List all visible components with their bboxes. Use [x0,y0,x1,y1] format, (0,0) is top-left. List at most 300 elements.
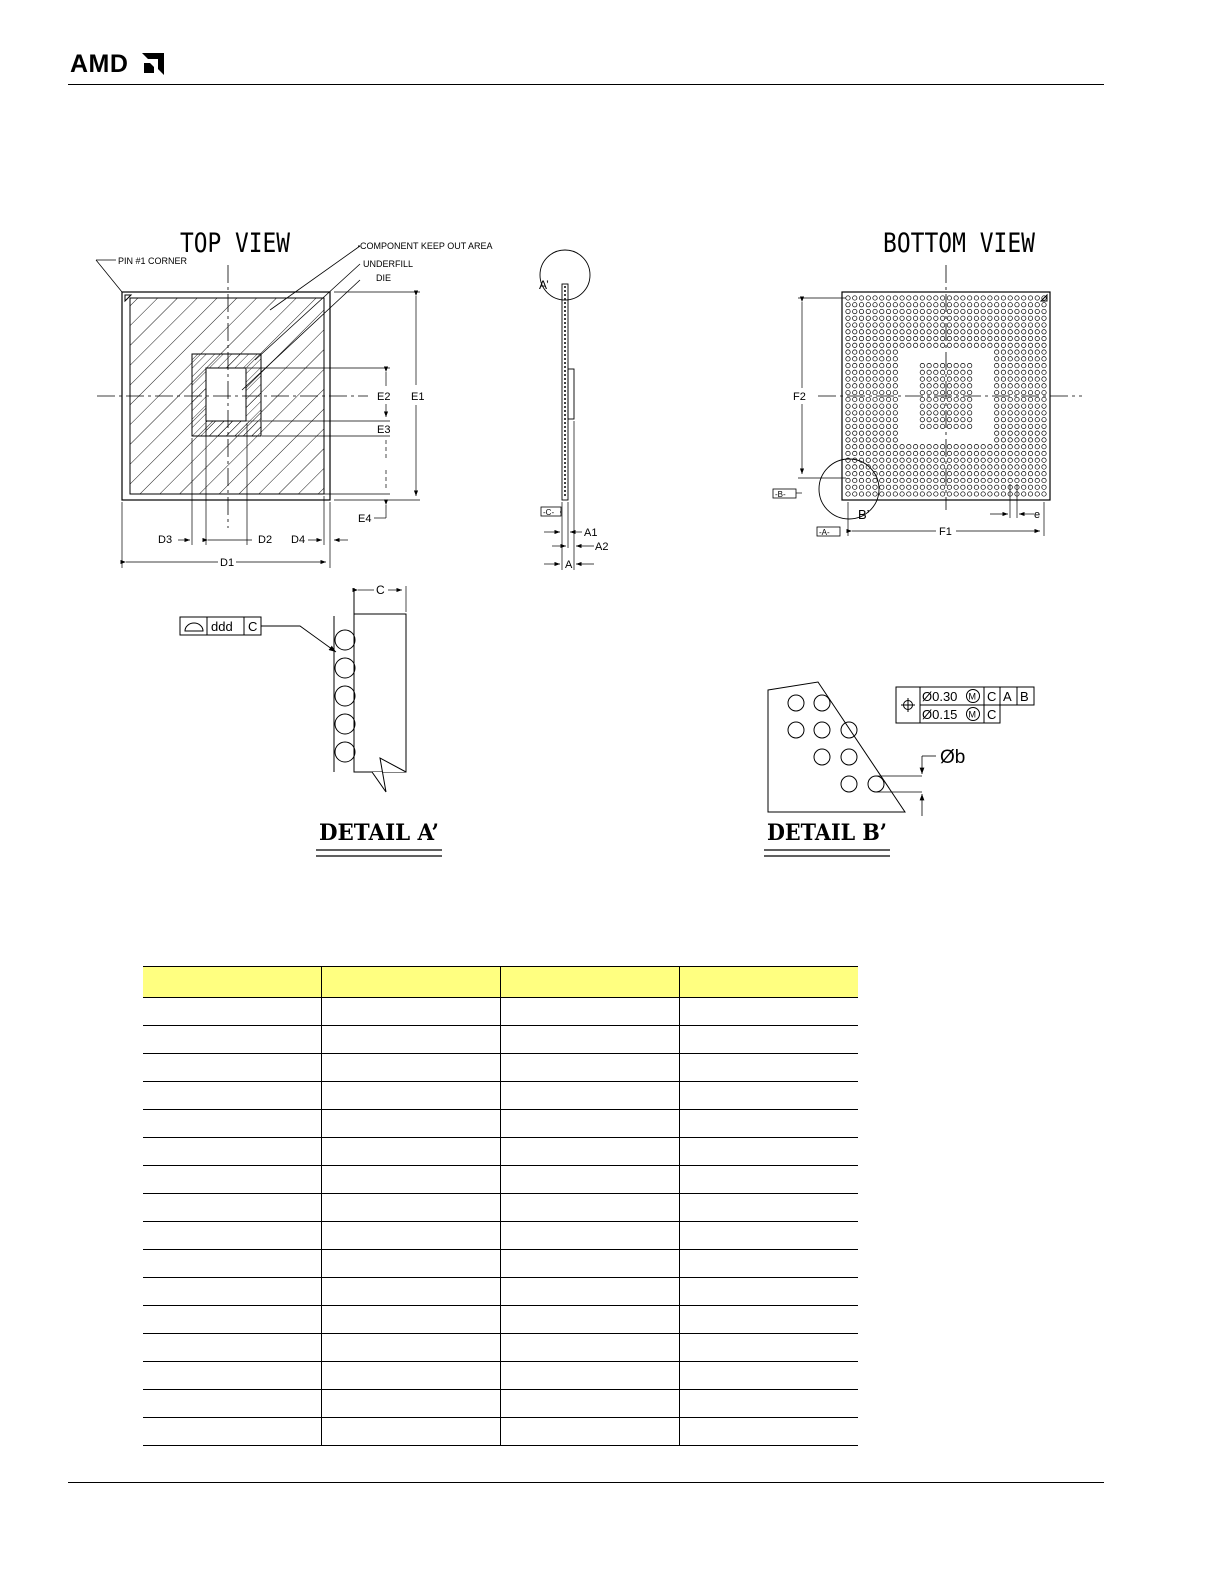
solder-ball [1022,444,1026,448]
solder-ball [940,377,944,381]
solder-ball [1015,397,1019,401]
solder-ball [873,330,877,334]
table-cell [143,1138,322,1166]
solder-ball [954,485,958,489]
solder-ball [947,411,951,415]
solder-ball [853,417,857,421]
solder-ball [988,330,992,334]
solder-ball [920,478,924,482]
solder-ball [913,323,917,327]
solder-ball [853,465,857,469]
profile-surface-icon [185,623,203,631]
solder-ball [994,303,998,307]
table-cell [680,1110,859,1138]
solder-ball [1022,492,1026,496]
solder-ball [1008,323,1012,327]
datum-b-frame [773,489,796,499]
solder-ball [920,458,924,462]
table-cell [501,1222,680,1250]
solder-ball [954,296,958,300]
solder-ball [1001,350,1005,354]
solder-ball [974,492,978,496]
solder-ball [974,296,978,300]
solder-ball [954,390,958,394]
solder-ball [1008,350,1012,354]
solder-ball [947,363,951,367]
solder-ball [846,384,850,388]
solder-ball [913,309,917,313]
solder-ball [893,336,897,340]
solder-ball [1001,370,1005,374]
solder-ball [927,384,931,388]
solder-ball [1015,444,1019,448]
solder-ball [846,303,850,307]
solder-ball [927,417,931,421]
solder-ball [1042,397,1046,401]
table-row [143,1082,858,1110]
solder-ball [853,303,857,307]
solder-ball [1022,390,1026,394]
solder-ball [981,316,985,320]
solder-ball [1015,390,1019,394]
solder-ball [927,309,931,313]
solder-ball [974,330,978,334]
solder-ball [927,316,931,320]
solder-ball [893,424,897,428]
solder-ball [1042,357,1046,361]
table-header-cell [322,967,501,998]
solder-ball [1008,303,1012,307]
dim-f1: F1 [939,526,952,538]
solder-ball [873,444,877,448]
solder-ball [853,330,857,334]
solder-ball [961,303,965,307]
solder-ball [961,444,965,448]
bottom-view-title: BOTTOM VIEW [883,228,1036,259]
solder-ball [859,330,863,334]
solder-ball [1015,438,1019,442]
table-cell [322,1110,501,1138]
solder-ball [846,316,850,320]
solder-ball [1001,411,1005,415]
solder-ball [994,411,998,415]
solder-ball [1008,377,1012,381]
solder-ball [880,485,884,489]
solder-ball [947,296,951,300]
solder-ball [880,316,884,320]
solder-ball [1008,296,1012,300]
solder-ball [1028,478,1032,482]
solder-ball [1042,472,1046,476]
solder-ball [853,296,857,300]
solder-ball [859,384,863,388]
solder-ball [893,465,897,469]
solder-ball [1008,417,1012,421]
solder-ball [1022,296,1026,300]
table-row [143,1166,858,1194]
solder-ball [981,343,985,347]
solder-ball [1028,357,1032,361]
detail-a-circle [540,250,590,300]
solder-ball [988,309,992,313]
table-cell [680,1054,859,1082]
table-cell [501,1054,680,1082]
solder-ball [1022,370,1026,374]
solder-ball [866,316,870,320]
solder-ball [900,492,904,496]
table-row [143,1418,858,1446]
solder-ball [1028,492,1032,496]
solder-ball [994,485,998,489]
solder-ball [927,485,931,489]
table-header-row [143,967,858,998]
solder-ball [1015,343,1019,347]
solder-ball [1035,444,1039,448]
solder-ball [859,303,863,307]
solder-ball [886,296,890,300]
solder-ball [967,336,971,340]
solder-ball [940,303,944,307]
solder-ball [886,397,890,401]
dim-e2: E2 [377,391,391,403]
solder-ball [893,492,897,496]
solder-ball [900,485,904,489]
solder-ball [961,424,965,428]
solder-ball [954,424,958,428]
solder-ball [967,309,971,313]
table-row [143,1110,858,1138]
solder-ball [900,323,904,327]
solder-ball [940,458,944,462]
solder-ball [846,350,850,354]
solder-ball [1035,303,1039,307]
solder-ball [1001,458,1005,462]
solder-ball [893,343,897,347]
solder-ball [1028,431,1032,435]
table-cell [322,1278,501,1306]
solder-ball [1028,485,1032,489]
solder-ball [954,465,958,469]
solder-ball [913,465,917,469]
solder-ball [1001,303,1005,307]
solder-ball [1035,451,1039,455]
table-cell [501,1306,680,1334]
solder-ball [940,336,944,340]
top-view [96,228,493,569]
solder-ball [974,478,978,482]
solder-ball [1035,492,1039,496]
solder-ball [1001,296,1005,300]
solder-ball [866,336,870,340]
pos1-value: Ø0.30 [922,689,958,704]
table-cell [680,1250,859,1278]
table-cell [501,1082,680,1110]
solder-ball [900,343,904,347]
solder-ball [1028,465,1032,469]
solder-ball [866,451,870,455]
solder-ball [893,309,897,313]
solder-ball [961,296,965,300]
solder-ball [1035,465,1039,469]
solder-ball [961,417,965,421]
solder-ball [913,343,917,347]
solder-ball [893,363,897,367]
solder-ball [1008,404,1012,408]
solder-ball [907,330,911,334]
solder-ball [934,472,938,476]
table-cell [680,998,859,1026]
solder-ball [954,478,958,482]
solder-ball [1035,431,1039,435]
solder-ball [1001,472,1005,476]
solder-ball [1015,370,1019,374]
solder-ball [994,424,998,428]
solder-ball [907,478,911,482]
solder-ball [846,465,850,469]
solder-ball [1015,404,1019,408]
dim-e3: E3 [377,424,391,436]
solder-ball [967,343,971,347]
callout-pin1: PIN #1 CORNER [118,256,188,266]
dimension-table [143,966,858,1446]
solder-ball [1015,384,1019,388]
solder-ball [927,465,931,469]
table-header-cell [143,967,322,998]
solder-ball [1035,363,1039,367]
table-cell [680,1138,859,1166]
solder-ball [994,384,998,388]
solder-ball [934,397,938,401]
solder-ball [1008,370,1012,374]
solder-ball [974,323,978,327]
solder-ball [994,472,998,476]
solder-ball [940,411,944,415]
dim-e1: E1 [411,391,425,403]
solder-ball [886,478,890,482]
solder-ball [1015,296,1019,300]
dim-e-pitch: e [1034,509,1041,521]
solder-ball [934,417,938,421]
table-cell [322,1362,501,1390]
solder-ball [853,424,857,428]
table-cell [322,1418,501,1446]
solder-ball [934,478,938,482]
solder-ball [859,363,863,367]
solder-ball [873,336,877,340]
solder-ball [893,316,897,320]
solder-ball [940,424,944,428]
solder-ball [893,417,897,421]
solder-ball [961,309,965,313]
solder-ball [893,384,897,388]
solder-ball [974,316,978,320]
solder-ball [940,451,944,455]
solder-ball [846,363,850,367]
solder-ball [954,384,958,388]
solder-ball [880,357,884,361]
solder-ball [961,397,965,401]
solder-ball [886,417,890,421]
solder-ball [1022,472,1026,476]
solder-ball [846,397,850,401]
solder-ball [920,390,924,394]
solder-ball [920,363,924,367]
solder-ball [961,478,965,482]
solder-ball [913,458,917,462]
solder-ball [866,404,870,408]
solder-ball [880,458,884,462]
solder-ball [947,330,951,334]
solder-ball [1042,444,1046,448]
table-cell [143,1362,322,1390]
solder-ball [961,411,965,415]
solder-ball [994,350,998,354]
solder-ball [886,377,890,381]
solder-ball [873,343,877,347]
solder-ball [967,323,971,327]
solder-ball [1001,363,1005,367]
solder-ball [1035,357,1039,361]
dim-e4: E4 [358,513,372,525]
solder-ball [920,444,924,448]
solder-ball [880,492,884,496]
solder-ball [846,330,850,334]
table-cell [322,1082,501,1110]
table-cell [680,1222,859,1250]
solder-ball [1022,438,1026,442]
solder-ball [1028,390,1032,394]
solder-ball [880,390,884,394]
solder-ball [907,303,911,307]
solder-ball [934,309,938,313]
detail-a-title: DETAIL A’ [319,820,439,846]
solder-ball [994,451,998,455]
solder-ball [1035,330,1039,334]
solder-ball [1022,404,1026,408]
solder-ball [893,377,897,381]
solder-ball [934,458,938,462]
solder-ball [1035,472,1039,476]
solder-ball [853,316,857,320]
solder-ball [1001,451,1005,455]
solder-ball [859,438,863,442]
solder-ball [1022,377,1026,381]
solder-ball [940,492,944,496]
solder-ball [866,309,870,313]
solder-ball [961,390,965,394]
solder-ball [1015,363,1019,367]
solder-ball [1042,323,1046,327]
solder-ball [853,384,857,388]
solder-ball [920,451,924,455]
solder-ball [927,478,931,482]
solder-ball [947,465,951,469]
solder-ball [853,472,857,476]
solder-ball [1008,336,1012,340]
table-cell [143,1110,322,1138]
solder-ball [1035,411,1039,415]
solder-ball [900,330,904,334]
solder-ball [1015,357,1019,361]
solder-ball [846,451,850,455]
solder-ball [1042,485,1046,489]
solder-ball [1015,316,1019,320]
table-cell [501,1166,680,1194]
solder-ball [947,404,951,408]
solder-ball [994,397,998,401]
solder-ball [994,296,998,300]
table-cell [143,1026,322,1054]
solder-ball [866,377,870,381]
solder-ball [1028,343,1032,347]
solder-ball [853,336,857,340]
solder-ball [934,424,938,428]
table-cell [322,1250,501,1278]
solder-ball [994,357,998,361]
solder-ball [1042,370,1046,374]
solder-ball [1001,323,1005,327]
solder-ball [1008,438,1012,442]
solder-ball [1008,316,1012,320]
table-cell [680,1194,859,1222]
solder-ball [1001,384,1005,388]
solder-ball [981,458,985,462]
table-cell [680,1334,859,1362]
solder-ball [947,343,951,347]
solder-ball [994,370,998,374]
solder-ball [934,303,938,307]
solder-ball [1008,458,1012,462]
solder-ball [1008,431,1012,435]
solder-ball [1022,363,1026,367]
solder-ball [880,404,884,408]
solder-ball [873,417,877,421]
solder-ball [1035,323,1039,327]
solder-ball [954,323,958,327]
solder-ball [967,370,971,374]
solder-ball [967,444,971,448]
solder-ball [1022,397,1026,401]
solder-ball [880,296,884,300]
solder-ball [1001,377,1005,381]
solder-ball [846,417,850,421]
solder-ball [920,384,924,388]
solder-ball [994,323,998,327]
solder-ball [934,370,938,374]
solder-ball [846,404,850,408]
solder-ball [934,336,938,340]
table-row [143,1138,858,1166]
table-row [143,1306,858,1334]
table-row [143,1222,858,1250]
solder-ball [927,323,931,327]
solder-ball [954,309,958,313]
table-cell [143,1334,322,1362]
solder-ball [859,370,863,374]
solder-ball [1001,390,1005,394]
solder-ball [1022,357,1026,361]
solder-ball [880,451,884,455]
solder-ball [981,472,985,476]
table-cell [501,1250,680,1278]
solder-ball [853,377,857,381]
solder-ball [866,350,870,354]
solder-ball [967,465,971,469]
solder-ball [961,330,965,334]
solder-ball [934,343,938,347]
solder-ball [1001,404,1005,408]
solder-ball [866,357,870,361]
